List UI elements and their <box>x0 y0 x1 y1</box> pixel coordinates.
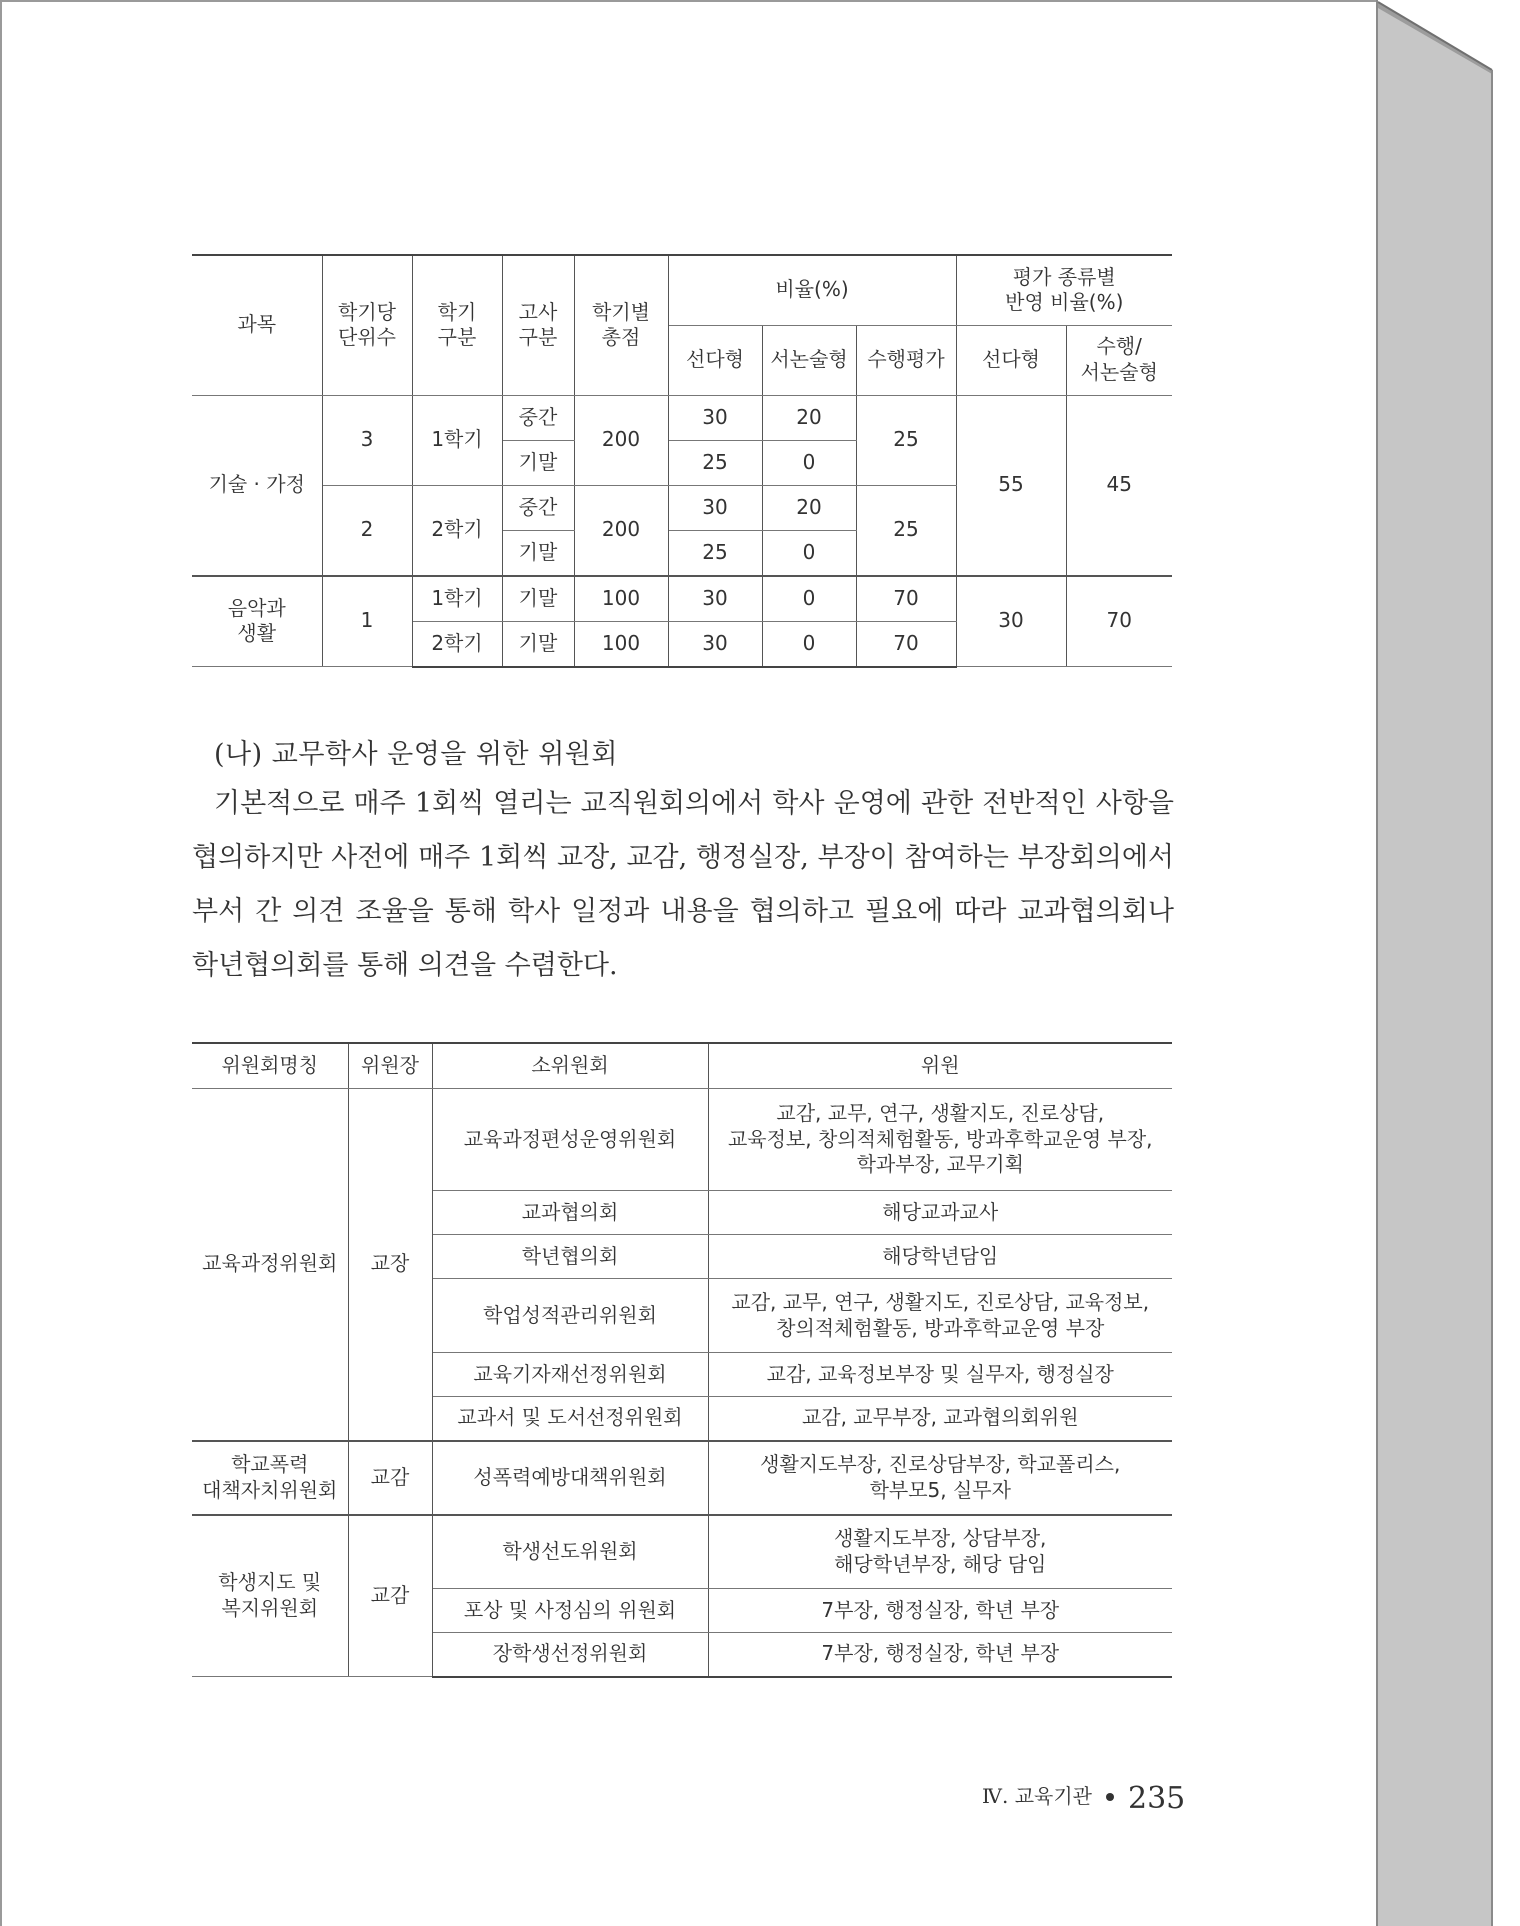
units-cell: 2 <box>322 485 412 576</box>
reflect-mc-cell: 55 <box>956 395 1066 576</box>
exam-cell: 중간 <box>502 485 574 530</box>
mc-cell: 30 <box>668 485 762 530</box>
perf-cell: 70 <box>856 621 956 667</box>
perf-cell: 70 <box>856 576 956 622</box>
exam-cell: 기말 <box>502 440 574 485</box>
committee-chair: 교장 <box>348 1089 432 1441</box>
section-heading: (나) 교무학사 운영을 위한 위원회 <box>214 739 618 770</box>
header-semester: 학기 구분 <box>412 255 502 395</box>
header-ratio: 비율(%) <box>668 255 956 325</box>
essay-cell: 0 <box>762 621 856 667</box>
header-ratio-mc: 선다형 <box>668 325 762 395</box>
total-cell: 100 <box>574 576 668 622</box>
essay-cell: 0 <box>762 530 856 576</box>
committee-name: 교육과정위원회 <box>192 1089 348 1441</box>
perf-cell: 25 <box>856 485 956 576</box>
exam-cell: 기말 <box>502 621 574 667</box>
committee-name: 학교폭력 대책자치위원회 <box>192 1441 348 1515</box>
subject-tech: 기술 · 가정 <box>192 395 322 576</box>
header-reflect-mc: 선다형 <box>956 325 1066 395</box>
perf-cell: 25 <box>856 395 956 485</box>
subcommittee-cell: 교과협의회 <box>432 1191 708 1235</box>
committee-table <box>192 1042 1172 1678</box>
semester-cell: 1학기 <box>412 395 502 485</box>
total-cell: 200 <box>574 485 668 576</box>
exam-cell: 기말 <box>502 576 574 622</box>
exam-cell: 기말 <box>502 530 574 576</box>
header-reflect: 평가 종류별 반영 비율(%) <box>956 255 1172 325</box>
members-cell: 7부장, 행정실장, 학년 부장 <box>708 1589 1172 1633</box>
essay-cell: 0 <box>762 576 856 622</box>
subcommittee-cell: 성폭력예방대책위원회 <box>432 1441 708 1515</box>
committee-chair: 교감 <box>348 1441 432 1515</box>
header-subject: 과목 <box>192 255 322 395</box>
page-number: 235 <box>1127 1781 1186 1816</box>
essay-cell: 0 <box>762 440 856 485</box>
members-cell: 생활지도부장, 진로상담부장, 학교폴리스, 학부모5, 실무자 <box>708 1441 1172 1515</box>
header-reflect-perf: 수행/ 서논술형 <box>1066 325 1172 395</box>
subject-music: 음악과 생활 <box>192 576 322 667</box>
mc-cell: 25 <box>668 440 762 485</box>
units-cell: 1 <box>322 576 412 667</box>
committee-name: 학생지도 및 복지위원회 <box>192 1515 348 1677</box>
header-chair: 위원장 <box>348 1043 432 1089</box>
members-cell: 해당학년담임 <box>708 1235 1172 1279</box>
exam-cell: 중간 <box>502 395 574 440</box>
header-subcommittee: 소위원회 <box>432 1043 708 1089</box>
subcommittee-cell: 교육과정편성운영위원회 <box>432 1089 708 1191</box>
header-ratio-essay: 서논술형 <box>762 325 856 395</box>
subcommittee-cell: 교육기자재선정위원회 <box>432 1353 708 1397</box>
mc-cell: 30 <box>668 621 762 667</box>
page-footer <box>982 1780 1185 1816</box>
semester-cell: 2학기 <box>412 485 502 576</box>
header-members: 위원 <box>708 1043 1172 1089</box>
mc-cell: 30 <box>668 576 762 622</box>
mc-cell: 25 <box>668 530 762 576</box>
members-cell: 해당교과교사 <box>708 1191 1172 1235</box>
total-cell: 200 <box>574 395 668 485</box>
reflect-perf-cell: 70 <box>1066 576 1172 667</box>
header-exam: 고사 구분 <box>502 255 574 395</box>
committee-chair: 교감 <box>348 1515 432 1677</box>
members-cell: 생활지도부장, 상담부장, 해당학년부장, 해당 담임 <box>708 1515 1172 1589</box>
members-cell: 7부장, 행정실장, 학년 부장 <box>708 1633 1172 1677</box>
total-cell: 100 <box>574 621 668 667</box>
section-body: 기본적으로 매주 1회씩 열리는 교직원회의에서 학사 운영에 관한 전반적인 사항을 협의하지만 사전에 매주 1회씩 교장, 교감, 행정실장, 부장이 참여하는 부장회의에서 부서 간 의견 조율을 통해 학사 일정과 내용을 협의하고 필요에 따라 교과협의회나 학년협의회를 통해 의견을 수렴한다. <box>192 788 1174 981</box>
chapter-label: Ⅳ. 교육기관 <box>982 1784 1092 1808</box>
semester-cell: 1학기 <box>412 576 502 622</box>
header-committee: 위원회명칭 <box>192 1043 348 1089</box>
reflect-perf-cell: 45 <box>1066 395 1172 576</box>
members-cell: 교감, 교무, 연구, 생활지도, 진로상담, 교육정보, 창의적체험활동, 방과후학교운영 부장, 학과부장, 교무기획 <box>708 1089 1172 1191</box>
bullet-icon <box>1106 1793 1114 1801</box>
evaluation-ratio-table <box>192 254 1172 668</box>
members-cell: 교감, 교육정보부장 및 실무자, 행정실장 <box>708 1353 1172 1397</box>
header-units: 학기당 단위수 <box>322 255 412 395</box>
header-total: 학기별 총점 <box>574 255 668 395</box>
members-cell: 교감, 교무부장, 교과협의회위원 <box>708 1397 1172 1441</box>
subcommittee-cell: 학업성적관리위원회 <box>432 1279 708 1353</box>
subcommittee-cell: 장학생선정위원회 <box>432 1633 708 1677</box>
reflect-mc-cell: 30 <box>956 576 1066 667</box>
book-spine-edge <box>1376 0 1520 1926</box>
header-ratio-perf: 수행평가 <box>856 325 956 395</box>
subcommittee-cell: 학생선도위원회 <box>432 1515 708 1589</box>
units-cell: 3 <box>322 395 412 485</box>
subcommittee-cell: 학년협의회 <box>432 1235 708 1279</box>
mc-cell: 30 <box>668 395 762 440</box>
essay-cell: 20 <box>762 395 856 440</box>
semester-cell: 2학기 <box>412 621 502 667</box>
essay-cell: 20 <box>762 485 856 530</box>
subcommittee-cell: 포상 및 사정심의 위원회 <box>432 1589 708 1633</box>
members-cell: 교감, 교무, 연구, 생활지도, 진로상담, 교육정보, 창의적체험활동, 방과후학교운영 부장 <box>708 1279 1172 1353</box>
subcommittee-cell: 교과서 및 도서선정위원회 <box>432 1397 708 1441</box>
